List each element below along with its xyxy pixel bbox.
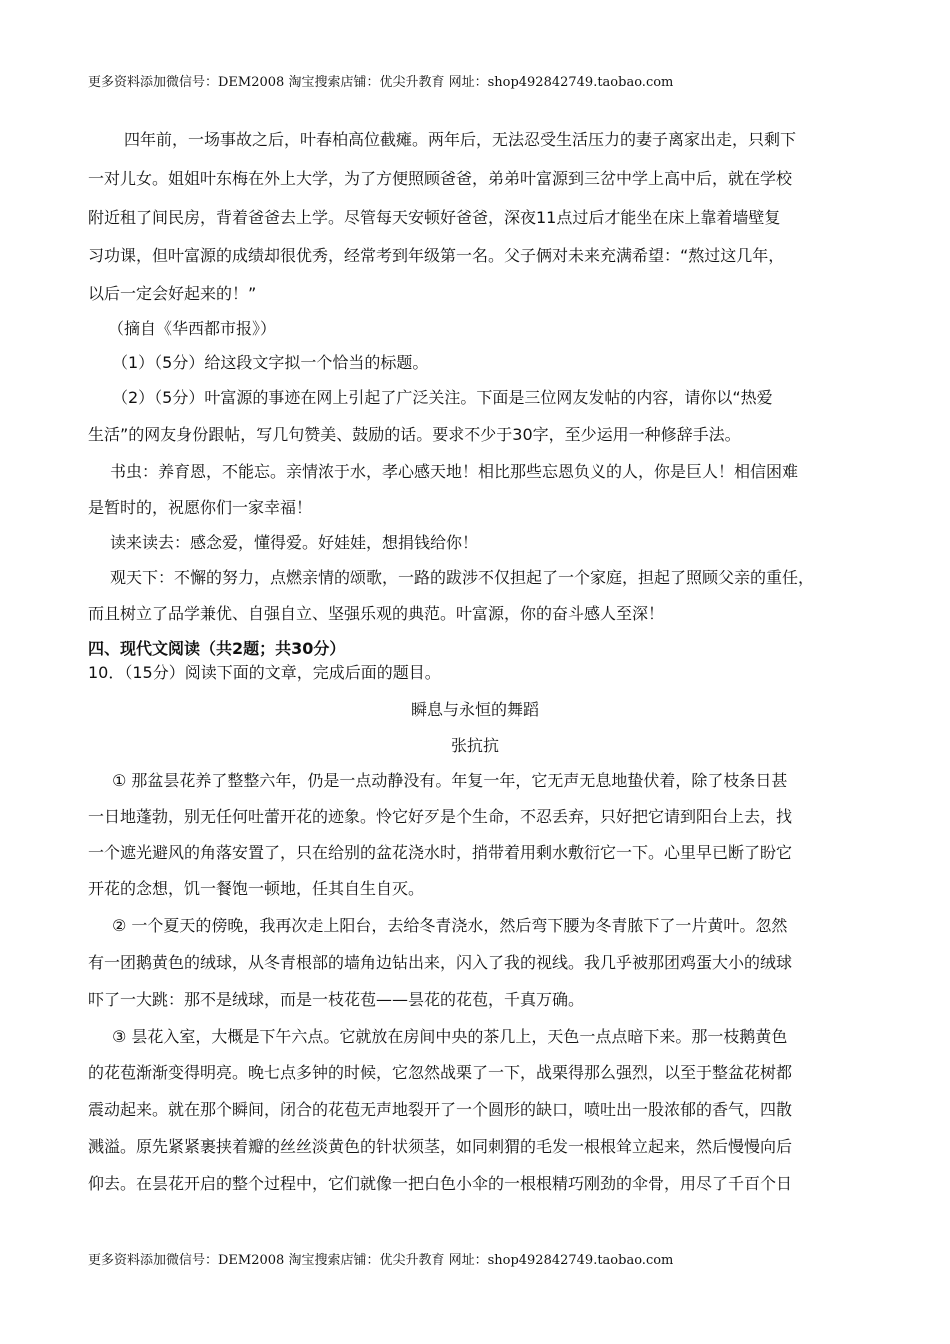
paragraph-1-line: 一个遮光避风的角落安置了，只在给别的盆花浇水时，捎带着用剩水敷衍它一下。心里早已断了盼它 [88,843,793,862]
passage-line: 习功课，但叶富源的成绩却很优秀，经常考到年级第一名。父子俩对未来充满希望：“熬过这几年， [88,246,785,265]
paragraph-2-line: 有一团鹅黄色的绒球，从冬青根部的墙角边钻出来，闪入了我的视线。我几乎被那团鸡蛋大小的绒球 [88,953,793,972]
comment-shuchong-line: 书虫：养育恩，不能忘。亲情浓于水，孝心感天地！相比那些忘恩负义的人，你是巨人！相信困难 [110,462,799,481]
comment-guantianxia-line: 而且树立了品学兼优、自强自立、坚强乐观的典范。叶富源，你的奋斗感人至深！ [88,604,665,623]
comment-guantianxia-line: 观天下：不懈的努力，点燃亲情的颂歌，一路的跋涉不仅担起了一个家庭，担起了照顾父亲的重任， [110,568,815,587]
paragraph-3-line: ③ 昙花入室，大概是下午六点。它就放在房间中央的茶几上，天色一点点暗下来。那一枝鹅黄色 [112,1027,788,1046]
comment-shuchong-line: 是暂时的，祝愿你们一家幸福！ [88,498,313,517]
paragraph-3-line: 的花苞渐渐变得明亮。晚七点多钟的时候，它忽然战栗了一下，战栗得那么强烈，以至于整盆花树都 [88,1063,793,1082]
question-2-line: （2）（5分）叶富源的事迹在网上引起了广泛关注。下面是三位网友发帖的内容，请你以“热爱 [112,388,773,407]
comment-dulai: 读来读去：感念爱，懂得爱。好娃娃，想捐钱给你！ [110,533,479,552]
paragraph-3-line: 震动起来。就在那个瞬间，闭合的花苞无声地裂开了一个圆形的缺口，喷吐出一股浓郁的香气，四散 [88,1100,793,1119]
article-title: 瞬息与永恒的舞蹈 [410,700,539,719]
page-footer: 更多资料添加微信号：DEM2008 淘宝搜索店铺：优尖升教育 网址：shop492842749.taobao.com [88,1253,674,1268]
page-header: 更多资料添加微信号：DEM2008 淘宝搜索店铺：优尖升教育 网址：shop492842749.taobao.com [88,75,674,90]
passage-line: 以后一定会好起来的！” [88,284,257,303]
source-note: （摘自《华西都市报》） [108,319,277,338]
article-author: 张抗抗 [450,736,499,755]
question-2-line: 生活”的网友身份跟帖，写几句赞美、鼓励的话。要求不少于30字，至少运用一种修辞手法。 [88,425,741,444]
passage-line: 附近租了间民房，背着爸爸去上学。尽管每天安顿好爸爸，深夜11点过后才能坐在床上靠着墙壁复 [88,208,781,227]
paragraph-1-line: 开花的念想，饥一餐饱一顿地，任其自生自灭。 [88,879,425,898]
passage-line: 四年前，一场事故之后，叶春柏高位截瘫。两年后，无法忍受生活压力的妻子离家出走，只剩下 [124,130,797,149]
paragraph-2-line: ② 一个夏天的傍晚，我再次走上阳台，去给冬青浇水，然后弯下腰为冬青脓下了一片黄叶。忽然 [112,916,788,935]
paragraph-1-line: ① 那盆昙花养了整整六年，仍是一点动静没有。年复一年，它无声无息地蛰伏着，除了枝条日甚 [112,771,788,790]
passage-line: 一对儿女。姐姐叶东梅在外上大学，为了方便照顾爸爸，弟弟叶富源到三岔中学上高中后，就在学校 [88,169,793,188]
paragraph-2-line: 吓了一大跳：那不是绒球，而是一枝花苞——昙花的花苞，千真万确。 [88,990,585,1009]
question-1: （1）（5分）给这段文字拟一个恰当的标题。 [112,353,429,372]
paragraph-3-line: 溅溢。原先紧紧裹挟着瓣的丝丝淡黄色的针状须茎，如同刺猬的毛发一根根耸立起来，然后慢慢向后 [88,1137,793,1156]
paragraph-1-line: 一日地蓬勃，别无任何吐蕾开花的迹象。怜它好歹是个生命，不忍丢弃，只好把它请到阳台上去，找 [88,807,793,826]
question-10: 10．（15分）阅读下面的文章，完成后面的题目。 [88,663,441,682]
paragraph-3-line: 仰去。在昙花开启的整个过程中，它们就像一把白色小伞的一根根精巧刚劲的伞骨，用尽了千百个日 [88,1174,793,1193]
section-heading: 四、现代文阅读（共2题；共30分） [88,639,346,658]
